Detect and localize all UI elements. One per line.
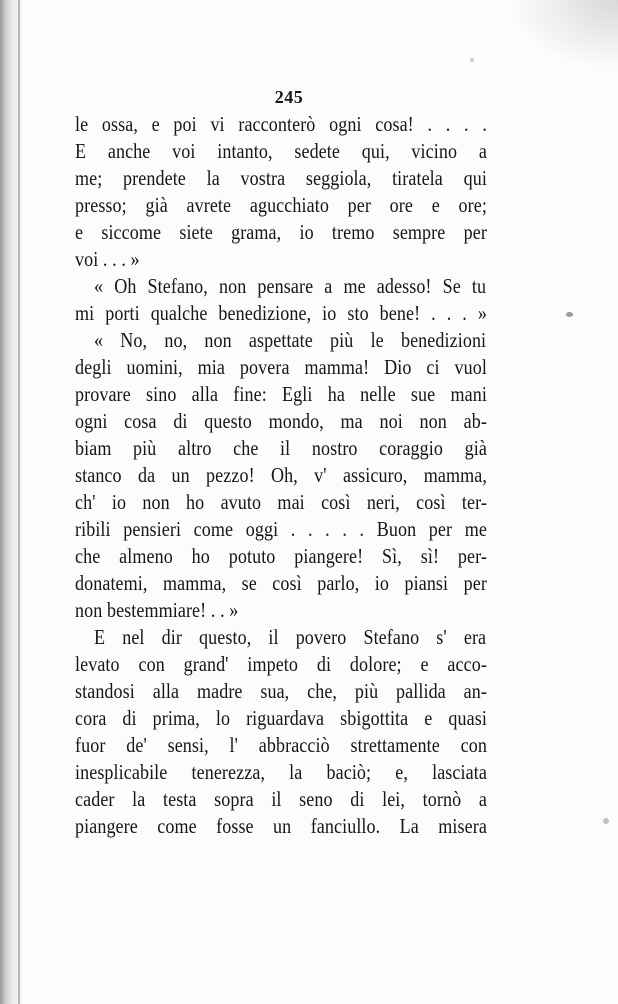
- text-line: fuor de' sensi, l' abbracciò strettamente con: [75, 733, 487, 757]
- page-edge-line: [18, 0, 20, 1004]
- text-line: standosi alla madre sua, che, più pallida an-: [75, 679, 487, 703]
- paper-speck: [566, 312, 573, 317]
- paper-speck: [603, 818, 609, 824]
- text-line: ch' io non ho avuto mai così neri, così ter-: [75, 490, 487, 514]
- text-line: degli uomini, mia povera mamma! Dio ci vuol: [75, 355, 487, 379]
- corner-stain: [508, 0, 618, 70]
- text-line: non bestemmiare! . . »: [75, 598, 239, 622]
- text-line: donatemi, mamma, se così parlo, io piansi per: [75, 571, 487, 595]
- text-line: inesplicabile tenerezza, la baciò; e, lasciata: [75, 760, 487, 784]
- text-line: cora di prima, lo riguardava sbigottita e quasi: [75, 706, 487, 730]
- text-line: e siccome siete grama, io tremo sempre per: [75, 220, 487, 244]
- text-line: cader la testa sopra il seno di lei, tornò a: [75, 787, 487, 811]
- text-line: mi porti qualche benedizione, io sto bene! . . . »: [75, 301, 487, 325]
- text-line: piangere come fosse un fanciullo. La misera: [75, 814, 487, 838]
- text-line: me; prendete la vostra seggiola, tiratela qui: [75, 166, 487, 190]
- text-line: levato con grand' impeto di dolore; e acco-: [75, 652, 487, 676]
- text-line: provare sino alla fine: Egli ha nelle sue mani: [75, 382, 487, 406]
- text-line: voi . . . »: [75, 247, 140, 271]
- text-line: E nel dir questo, il povero Stefano s' era: [94, 625, 487, 649]
- text-line: E anche voi intanto, sedete qui, vicino a: [75, 139, 487, 163]
- text-line: le ossa, e poi vi racconterò ogni cosa! . . . .: [75, 112, 487, 136]
- text-line: che almeno ho potuto piangere! Sì, sì! per-: [75, 544, 487, 568]
- text-line: ogni cosa di questo mondo, ma noi non ab-: [75, 409, 487, 433]
- paper-speck: [470, 58, 474, 62]
- text-line: stanco da un pezzo! Oh, v' assicuro, mamma,: [75, 463, 487, 487]
- text-line: « No, no, non aspettate più le benedizioni: [94, 328, 487, 352]
- page-number: 245: [274, 87, 304, 107]
- text-line: biam più altro che il nostro coraggio già: [75, 436, 487, 460]
- text-line: presso; già avrete agucchiato per ore e ore;: [75, 193, 487, 217]
- text-line: ribili pensieri come oggi . . . . . Buon per me: [75, 517, 487, 541]
- text-line: « Oh Stefano, non pensare a me adesso! Se tu: [94, 274, 487, 298]
